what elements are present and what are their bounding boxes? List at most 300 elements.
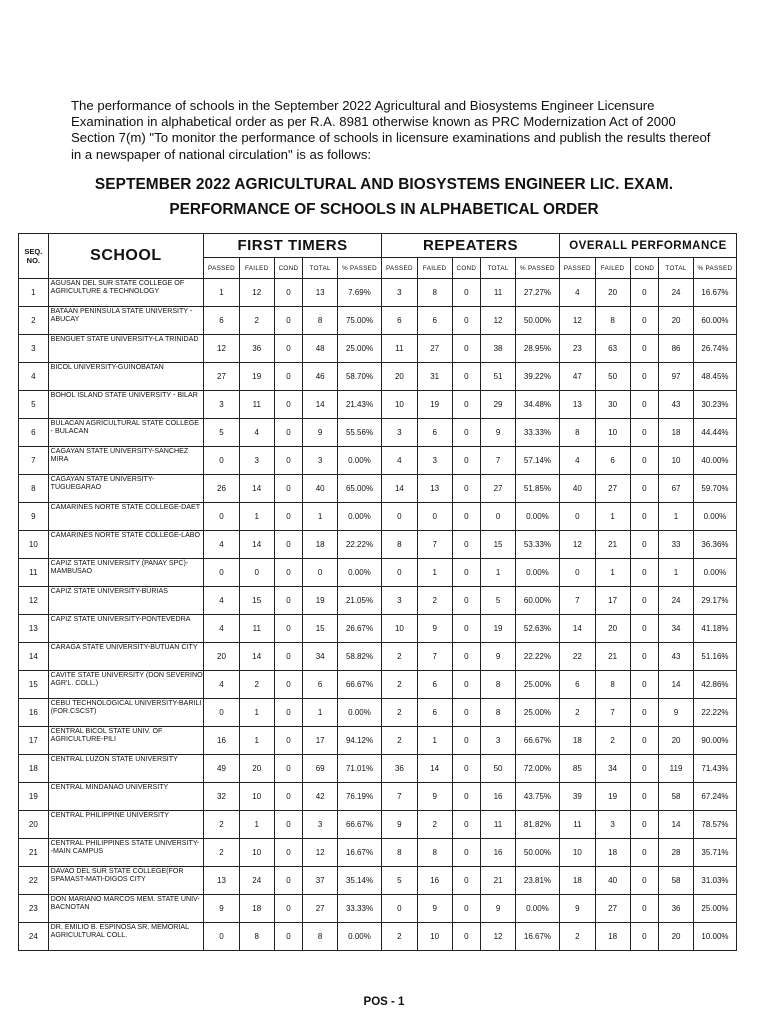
table-row bbox=[19, 895, 737, 923]
report-title: SEPTEMBER 2022 AGRICULTURAL AND BIOSYSTEMS ENGINEER LIC. EXAM. bbox=[94, 176, 674, 193]
rp-percent-passed-cell: 34.48% bbox=[515, 391, 559, 419]
table-row bbox=[19, 615, 737, 643]
rp-passed-cell: 10 bbox=[382, 615, 418, 643]
ft-failed-cell: 14 bbox=[239, 475, 274, 503]
ft-failed-cell: 20 bbox=[239, 755, 274, 783]
seq-no-cell: 9 bbox=[19, 503, 49, 531]
ov-passed-cell: 6 bbox=[559, 671, 595, 699]
rp-passed-cell: 0 bbox=[382, 503, 418, 531]
rp-cond-cell: 0 bbox=[452, 839, 481, 867]
table-row bbox=[19, 923, 737, 951]
rp-percent-passed-cell: 53.33% bbox=[515, 531, 559, 559]
rp-passed-cell: 7 bbox=[382, 783, 418, 811]
school-name-cell: DAVAO DEL SUR STATE COLLEGE(FOR SPAMAST-MATI-DIGOS CITY bbox=[48, 867, 203, 895]
ft-cond-cell: 0 bbox=[274, 335, 303, 363]
ft-total-cell: 69 bbox=[303, 755, 338, 783]
ov-percent-passed-cell: 78.57% bbox=[693, 811, 736, 839]
ov-passed-cell: 2 bbox=[559, 699, 595, 727]
ft-failed-cell: 24 bbox=[239, 867, 274, 895]
rp-total-cell: 1 bbox=[481, 559, 516, 587]
ov-failed-cell: 21 bbox=[595, 531, 630, 559]
seq-no-cell: 24 bbox=[19, 923, 49, 951]
rp-cond-cell: 0 bbox=[452, 755, 481, 783]
ft-passed-cell: 0 bbox=[204, 923, 240, 951]
rp-cond-cell: 0 bbox=[452, 811, 481, 839]
repeaters-passed-header: % PASSED bbox=[515, 258, 559, 279]
ft-percent-passed-cell: 0.00% bbox=[338, 447, 382, 475]
ft-passed-cell: 6 bbox=[204, 307, 240, 335]
ft-passed-cell: 4 bbox=[204, 615, 240, 643]
rp-cond-cell: 0 bbox=[452, 727, 481, 755]
ov-percent-passed-cell: 71.43% bbox=[693, 755, 736, 783]
rp-passed-cell: 9 bbox=[382, 811, 418, 839]
rp-cond-cell: 0 bbox=[452, 363, 481, 391]
ov-percent-passed-cell: 59.70% bbox=[693, 475, 736, 503]
rp-failed-cell: 19 bbox=[417, 391, 452, 419]
ft-failed-cell: 3 bbox=[239, 447, 274, 475]
ov-failed-cell: 1 bbox=[595, 503, 630, 531]
rp-failed-cell: 9 bbox=[417, 895, 452, 923]
ov-passed-cell: 14 bbox=[559, 615, 595, 643]
ft-failed-cell: 36 bbox=[239, 335, 274, 363]
ov-failed-cell: 20 bbox=[595, 279, 630, 307]
school-name-cell: DON MARIANO MARCOS MEM. STATE UNIV-BACNOTAN bbox=[48, 895, 203, 923]
ov-total-cell: 18 bbox=[659, 419, 694, 447]
ov-passed-cell: 2 bbox=[559, 923, 595, 951]
school-name-cell: CENTRAL PHILIPPINE UNIVERSITY bbox=[48, 811, 203, 839]
ov-failed-cell: 18 bbox=[595, 923, 630, 951]
ov-passed-cell: 47 bbox=[559, 363, 595, 391]
ov-percent-passed-cell: 67.24% bbox=[693, 783, 736, 811]
ov-total-cell: 58 bbox=[659, 867, 694, 895]
ft-failed-cell: 2 bbox=[239, 307, 274, 335]
school-name-cell: CAPIZ STATE UNIVERSITY-PONTEVEDRA bbox=[48, 615, 203, 643]
ov-cond-cell: 0 bbox=[630, 615, 659, 643]
rp-total-cell: 27 bbox=[481, 475, 516, 503]
first-timers-header: FIRST TIMERS bbox=[204, 234, 382, 258]
rp-total-cell: 16 bbox=[481, 839, 516, 867]
ov-total-cell: 10 bbox=[659, 447, 694, 475]
ov-percent-passed-cell: 16.67% bbox=[693, 279, 736, 307]
ft-total-cell: 13 bbox=[303, 279, 338, 307]
seq-no-cell: 20 bbox=[19, 811, 49, 839]
ft-cond-cell: 0 bbox=[274, 559, 303, 587]
ov-failed-cell: 10 bbox=[595, 419, 630, 447]
ov-cond-cell: 0 bbox=[630, 475, 659, 503]
ft-passed-cell: 26 bbox=[204, 475, 240, 503]
ft-percent-passed-cell: 71.01% bbox=[338, 755, 382, 783]
ov-failed-cell: 27 bbox=[595, 895, 630, 923]
ov-cond-cell: 0 bbox=[630, 391, 659, 419]
rp-failed-cell: 7 bbox=[417, 643, 452, 671]
ft-percent-passed-cell: 21.43% bbox=[338, 391, 382, 419]
rp-percent-passed-cell: 43.75% bbox=[515, 783, 559, 811]
seq-no-cell: 17 bbox=[19, 727, 49, 755]
ft-percent-passed-cell: 33.33% bbox=[338, 895, 382, 923]
ov-percent-passed-cell: 30.23% bbox=[693, 391, 736, 419]
repeaters-total-header: TOTAL bbox=[481, 258, 516, 279]
ov-cond-cell: 0 bbox=[630, 643, 659, 671]
ft-total-cell: 37 bbox=[303, 867, 338, 895]
rp-cond-cell: 0 bbox=[452, 503, 481, 531]
table-row bbox=[19, 391, 737, 419]
ft-failed-cell: 15 bbox=[239, 587, 274, 615]
ov-cond-cell: 0 bbox=[630, 531, 659, 559]
school-name-cell: AGUSAN DEL SUR STATE COLLEGE OF AGRICULTURE & TECHNOLOGY bbox=[48, 279, 203, 307]
ft-percent-passed-cell: 58.70% bbox=[338, 363, 382, 391]
table-row bbox=[19, 755, 737, 783]
ft-total-cell: 34 bbox=[303, 643, 338, 671]
ft-failed-cell: 0 bbox=[239, 559, 274, 587]
ft-passed-cell: 1 bbox=[204, 279, 240, 307]
rp-total-cell: 12 bbox=[481, 923, 516, 951]
overall-performance-header: OVERALL PERFORMANCE bbox=[559, 234, 736, 258]
seq-no-cell: 15 bbox=[19, 671, 49, 699]
rp-percent-passed-cell: 66.67% bbox=[515, 727, 559, 755]
ft-failed-cell: 1 bbox=[239, 503, 274, 531]
rp-failed-cell: 1 bbox=[417, 727, 452, 755]
ov-passed-cell: 8 bbox=[559, 419, 595, 447]
ov-percent-passed-cell: 44.44% bbox=[693, 419, 736, 447]
ov-total-cell: 14 bbox=[659, 671, 694, 699]
ov-cond-cell: 0 bbox=[630, 419, 659, 447]
table-row bbox=[19, 587, 737, 615]
rp-percent-passed-cell: 57.14% bbox=[515, 447, 559, 475]
ft-cond-cell: 0 bbox=[274, 475, 303, 503]
ft-passed-cell: 5 bbox=[204, 419, 240, 447]
ov-percent-passed-cell: 36.36% bbox=[693, 531, 736, 559]
table-row bbox=[19, 475, 737, 503]
table-row bbox=[19, 279, 737, 307]
ft-cond-cell: 0 bbox=[274, 895, 303, 923]
rp-passed-cell: 4 bbox=[382, 447, 418, 475]
ft-cond-cell: 0 bbox=[274, 811, 303, 839]
ov-total-cell: 20 bbox=[659, 727, 694, 755]
overall-total-header: TOTAL bbox=[659, 258, 694, 279]
ov-cond-cell: 0 bbox=[630, 923, 659, 951]
ft-passed-cell: 13 bbox=[204, 867, 240, 895]
ft-total-cell: 40 bbox=[303, 475, 338, 503]
rp-failed-cell: 31 bbox=[417, 363, 452, 391]
ov-passed-cell: 39 bbox=[559, 783, 595, 811]
ov-percent-passed-cell: 26.74% bbox=[693, 335, 736, 363]
ov-cond-cell: 0 bbox=[630, 559, 659, 587]
ft-passed-cell: 49 bbox=[204, 755, 240, 783]
ft-failed-cell: 11 bbox=[239, 615, 274, 643]
ft-failed-cell: 1 bbox=[239, 811, 274, 839]
rp-passed-cell: 0 bbox=[382, 895, 418, 923]
ft-total-cell: 15 bbox=[303, 615, 338, 643]
ft-failed-cell: 10 bbox=[239, 839, 274, 867]
rp-passed-cell: 8 bbox=[382, 839, 418, 867]
ov-percent-passed-cell: 90.00% bbox=[693, 727, 736, 755]
seq-no-cell: 18 bbox=[19, 755, 49, 783]
rp-total-cell: 15 bbox=[481, 531, 516, 559]
rp-percent-passed-cell: 23.81% bbox=[515, 867, 559, 895]
rp-cond-cell: 0 bbox=[452, 587, 481, 615]
ov-passed-cell: 7 bbox=[559, 587, 595, 615]
ft-total-cell: 3 bbox=[303, 447, 338, 475]
ft-cond-cell: 0 bbox=[274, 727, 303, 755]
seq-no-cell: 23 bbox=[19, 895, 49, 923]
seq-no-cell: 10 bbox=[19, 531, 49, 559]
ov-percent-passed-cell: 41.18% bbox=[693, 615, 736, 643]
ov-percent-passed-cell: 51.16% bbox=[693, 643, 736, 671]
ft-total-cell: 8 bbox=[303, 307, 338, 335]
rp-failed-cell: 9 bbox=[417, 615, 452, 643]
ft-percent-passed-cell: 65.00% bbox=[338, 475, 382, 503]
ft-cond-cell: 0 bbox=[274, 643, 303, 671]
rp-total-cell: 51 bbox=[481, 363, 516, 391]
ft-passed-cell: 0 bbox=[204, 447, 240, 475]
ov-total-cell: 67 bbox=[659, 475, 694, 503]
rp-passed-cell: 3 bbox=[382, 587, 418, 615]
rp-failed-cell: 9 bbox=[417, 783, 452, 811]
ov-total-cell: 86 bbox=[659, 335, 694, 363]
ft-cond-cell: 0 bbox=[274, 363, 303, 391]
rp-percent-passed-cell: 81.82% bbox=[515, 811, 559, 839]
ft-cond-cell: 0 bbox=[274, 615, 303, 643]
ft-total-cell: 1 bbox=[303, 503, 338, 531]
rp-passed-cell: 0 bbox=[382, 559, 418, 587]
ft-failed-cell: 12 bbox=[239, 279, 274, 307]
ov-passed-cell: 18 bbox=[559, 867, 595, 895]
rp-cond-cell: 0 bbox=[452, 783, 481, 811]
ft-percent-passed-cell: 76.19% bbox=[338, 783, 382, 811]
ft-total-cell: 6 bbox=[303, 671, 338, 699]
ov-percent-passed-cell: 40.00% bbox=[693, 447, 736, 475]
intro-paragraph: The performance of schools in the September 2022 Agricultural and Biosystems Engineer Licensure Examination in alphabetical order as per R.A. 8981 otherwise known as PRC Modernization Act of 2000 Section 7(m) "To monitor the performance of schools in licensure examinations and publish the results thereof in a newspaper of national circulation" is as follows: bbox=[71, 98, 711, 162]
ov-total-cell: 36 bbox=[659, 895, 694, 923]
seq-no-header: SEQ. NO. bbox=[19, 234, 49, 279]
table-row bbox=[19, 363, 737, 391]
repeaters-header: REPEATERS bbox=[382, 234, 560, 258]
ft-failed-cell: 14 bbox=[239, 531, 274, 559]
ft-total-cell: 19 bbox=[303, 587, 338, 615]
rp-percent-passed-cell: 50.00% bbox=[515, 307, 559, 335]
ov-failed-cell: 17 bbox=[595, 587, 630, 615]
table-row bbox=[19, 643, 737, 671]
rp-percent-passed-cell: 16.67% bbox=[515, 923, 559, 951]
seq-no-cell: 8 bbox=[19, 475, 49, 503]
ov-passed-cell: 23 bbox=[559, 335, 595, 363]
ov-total-cell: 20 bbox=[659, 923, 694, 951]
school-name-cell: CAVITE STATE UNIVERSITY (DON SEVERINO AGR'L. COLL.) bbox=[48, 671, 203, 699]
ov-cond-cell: 0 bbox=[630, 671, 659, 699]
school-name-cell: CENTRAL LUZON STATE UNIVERSITY bbox=[48, 755, 203, 783]
rp-cond-cell: 0 bbox=[452, 279, 481, 307]
ft-cond-cell: 0 bbox=[274, 587, 303, 615]
ov-failed-cell: 3 bbox=[595, 811, 630, 839]
rp-passed-cell: 2 bbox=[382, 727, 418, 755]
rp-percent-passed-cell: 60.00% bbox=[515, 587, 559, 615]
first-timers-passed-header: PASSED bbox=[204, 258, 240, 279]
ft-percent-passed-cell: 0.00% bbox=[338, 923, 382, 951]
seq-no-cell: 22 bbox=[19, 867, 49, 895]
rp-passed-cell: 14 bbox=[382, 475, 418, 503]
rp-passed-cell: 3 bbox=[382, 279, 418, 307]
ov-passed-cell: 0 bbox=[559, 559, 595, 587]
table-row bbox=[19, 503, 737, 531]
table-row bbox=[19, 867, 737, 895]
first-timers-failed-header: FAILED bbox=[239, 258, 274, 279]
ov-percent-passed-cell: 10.00% bbox=[693, 923, 736, 951]
rp-passed-cell: 2 bbox=[382, 923, 418, 951]
ft-percent-passed-cell: 0.00% bbox=[338, 559, 382, 587]
ft-passed-cell: 12 bbox=[204, 335, 240, 363]
rp-failed-cell: 14 bbox=[417, 755, 452, 783]
rp-passed-cell: 2 bbox=[382, 699, 418, 727]
school-name-cell: CAPIZ STATE UNIVERSITY-BURIAS bbox=[48, 587, 203, 615]
rp-total-cell: 11 bbox=[481, 279, 516, 307]
seq-no-cell: 3 bbox=[19, 335, 49, 363]
rp-cond-cell: 0 bbox=[452, 447, 481, 475]
ov-total-cell: 43 bbox=[659, 391, 694, 419]
school-name-cell: BATAAN PENINSULA STATE UNIVERSITY - ABUCAY bbox=[48, 307, 203, 335]
rp-percent-passed-cell: 72.00% bbox=[515, 755, 559, 783]
ov-passed-cell: 4 bbox=[559, 279, 595, 307]
rp-percent-passed-cell: 25.00% bbox=[515, 671, 559, 699]
ft-percent-passed-cell: 35.14% bbox=[338, 867, 382, 895]
overall-failed-header: FAILED bbox=[595, 258, 630, 279]
seq-no-cell: 7 bbox=[19, 447, 49, 475]
ft-passed-cell: 0 bbox=[204, 559, 240, 587]
rp-cond-cell: 0 bbox=[452, 699, 481, 727]
table-row bbox=[19, 419, 737, 447]
ft-passed-cell: 3 bbox=[204, 391, 240, 419]
rp-total-cell: 9 bbox=[481, 419, 516, 447]
ov-failed-cell: 8 bbox=[595, 307, 630, 335]
ft-total-cell: 0 bbox=[303, 559, 338, 587]
ft-failed-cell: 19 bbox=[239, 363, 274, 391]
rp-cond-cell: 0 bbox=[452, 335, 481, 363]
rp-percent-passed-cell: 52.63% bbox=[515, 615, 559, 643]
ov-cond-cell: 0 bbox=[630, 335, 659, 363]
rp-failed-cell: 3 bbox=[417, 447, 452, 475]
repeaters-cond-header: COND bbox=[452, 258, 481, 279]
ft-passed-cell: 27 bbox=[204, 363, 240, 391]
rp-passed-cell: 11 bbox=[382, 335, 418, 363]
table-row bbox=[19, 447, 737, 475]
repeaters-failed-header: FAILED bbox=[417, 258, 452, 279]
rp-failed-cell: 6 bbox=[417, 419, 452, 447]
ft-cond-cell: 0 bbox=[274, 447, 303, 475]
ov-percent-passed-cell: 48.45% bbox=[693, 363, 736, 391]
ft-failed-cell: 1 bbox=[239, 699, 274, 727]
ft-cond-cell: 0 bbox=[274, 531, 303, 559]
ov-passed-cell: 85 bbox=[559, 755, 595, 783]
ft-cond-cell: 0 bbox=[274, 755, 303, 783]
rp-failed-cell: 10 bbox=[417, 923, 452, 951]
ov-percent-passed-cell: 29.17% bbox=[693, 587, 736, 615]
rp-failed-cell: 1 bbox=[417, 559, 452, 587]
school-name-cell: CENTRAL MINDANAO UNIVERSITY bbox=[48, 783, 203, 811]
rp-passed-cell: 36 bbox=[382, 755, 418, 783]
rp-total-cell: 8 bbox=[481, 671, 516, 699]
rp-total-cell: 5 bbox=[481, 587, 516, 615]
ov-passed-cell: 22 bbox=[559, 643, 595, 671]
table-row bbox=[19, 839, 737, 867]
ft-cond-cell: 0 bbox=[274, 867, 303, 895]
ft-percent-passed-cell: 0.00% bbox=[338, 503, 382, 531]
table-row bbox=[19, 559, 737, 587]
ft-passed-cell: 2 bbox=[204, 811, 240, 839]
results-table bbox=[18, 233, 737, 951]
rp-total-cell: 9 bbox=[481, 895, 516, 923]
ov-failed-cell: 27 bbox=[595, 475, 630, 503]
ov-failed-cell: 20 bbox=[595, 615, 630, 643]
rp-total-cell: 19 bbox=[481, 615, 516, 643]
ov-cond-cell: 0 bbox=[630, 895, 659, 923]
ft-total-cell: 46 bbox=[303, 363, 338, 391]
rp-total-cell: 12 bbox=[481, 307, 516, 335]
ov-total-cell: 20 bbox=[659, 307, 694, 335]
ov-cond-cell: 0 bbox=[630, 307, 659, 335]
rp-failed-cell: 7 bbox=[417, 531, 452, 559]
rp-percent-passed-cell: 39.22% bbox=[515, 363, 559, 391]
rp-failed-cell: 16 bbox=[417, 867, 452, 895]
rp-cond-cell: 0 bbox=[452, 475, 481, 503]
ft-total-cell: 48 bbox=[303, 335, 338, 363]
seq-no-cell: 14 bbox=[19, 643, 49, 671]
ov-failed-cell: 34 bbox=[595, 755, 630, 783]
ov-failed-cell: 40 bbox=[595, 867, 630, 895]
seq-no-cell: 4 bbox=[19, 363, 49, 391]
overall-passed-header: PASSED bbox=[559, 258, 595, 279]
rp-total-cell: 16 bbox=[481, 783, 516, 811]
ft-passed-cell: 32 bbox=[204, 783, 240, 811]
ft-percent-passed-cell: 16.67% bbox=[338, 839, 382, 867]
ov-percent-passed-cell: 31.03% bbox=[693, 867, 736, 895]
ft-total-cell: 14 bbox=[303, 391, 338, 419]
ft-cond-cell: 0 bbox=[274, 783, 303, 811]
rp-failed-cell: 13 bbox=[417, 475, 452, 503]
ft-passed-cell: 4 bbox=[204, 587, 240, 615]
ov-passed-cell: 13 bbox=[559, 391, 595, 419]
ov-total-cell: 28 bbox=[659, 839, 694, 867]
rp-failed-cell: 2 bbox=[417, 811, 452, 839]
rp-cond-cell: 0 bbox=[452, 895, 481, 923]
ov-cond-cell: 0 bbox=[630, 503, 659, 531]
ft-total-cell: 27 bbox=[303, 895, 338, 923]
ft-cond-cell: 0 bbox=[274, 279, 303, 307]
rp-cond-cell: 0 bbox=[452, 615, 481, 643]
ov-percent-passed-cell: 22.22% bbox=[693, 699, 736, 727]
rp-passed-cell: 5 bbox=[382, 867, 418, 895]
ft-failed-cell: 2 bbox=[239, 671, 274, 699]
ov-total-cell: 9 bbox=[659, 699, 694, 727]
ft-percent-passed-cell: 22.22% bbox=[338, 531, 382, 559]
seq-no-cell: 11 bbox=[19, 559, 49, 587]
rp-total-cell: 9 bbox=[481, 643, 516, 671]
ov-percent-passed-cell: 25.00% bbox=[693, 895, 736, 923]
rp-percent-passed-cell: 0.00% bbox=[515, 503, 559, 531]
school-name-cell: CARAGA STATE UNIVERSITY-BUTUAN CITY bbox=[48, 643, 203, 671]
rp-passed-cell: 8 bbox=[382, 531, 418, 559]
ft-total-cell: 8 bbox=[303, 923, 338, 951]
ov-cond-cell: 0 bbox=[630, 587, 659, 615]
ft-failed-cell: 8 bbox=[239, 923, 274, 951]
rp-cond-cell: 0 bbox=[452, 531, 481, 559]
ov-failed-cell: 30 bbox=[595, 391, 630, 419]
rp-percent-passed-cell: 28.95% bbox=[515, 335, 559, 363]
ft-cond-cell: 0 bbox=[274, 923, 303, 951]
first-timers-total-header: TOTAL bbox=[303, 258, 338, 279]
overall-passed-header: % PASSED bbox=[693, 258, 736, 279]
school-name-cell: DR. EMILIO B. ESPINOSA SR. MEMORIAL AGRICULTURAL COLL. bbox=[48, 923, 203, 951]
seq-no-cell: 19 bbox=[19, 783, 49, 811]
rp-total-cell: 11 bbox=[481, 811, 516, 839]
